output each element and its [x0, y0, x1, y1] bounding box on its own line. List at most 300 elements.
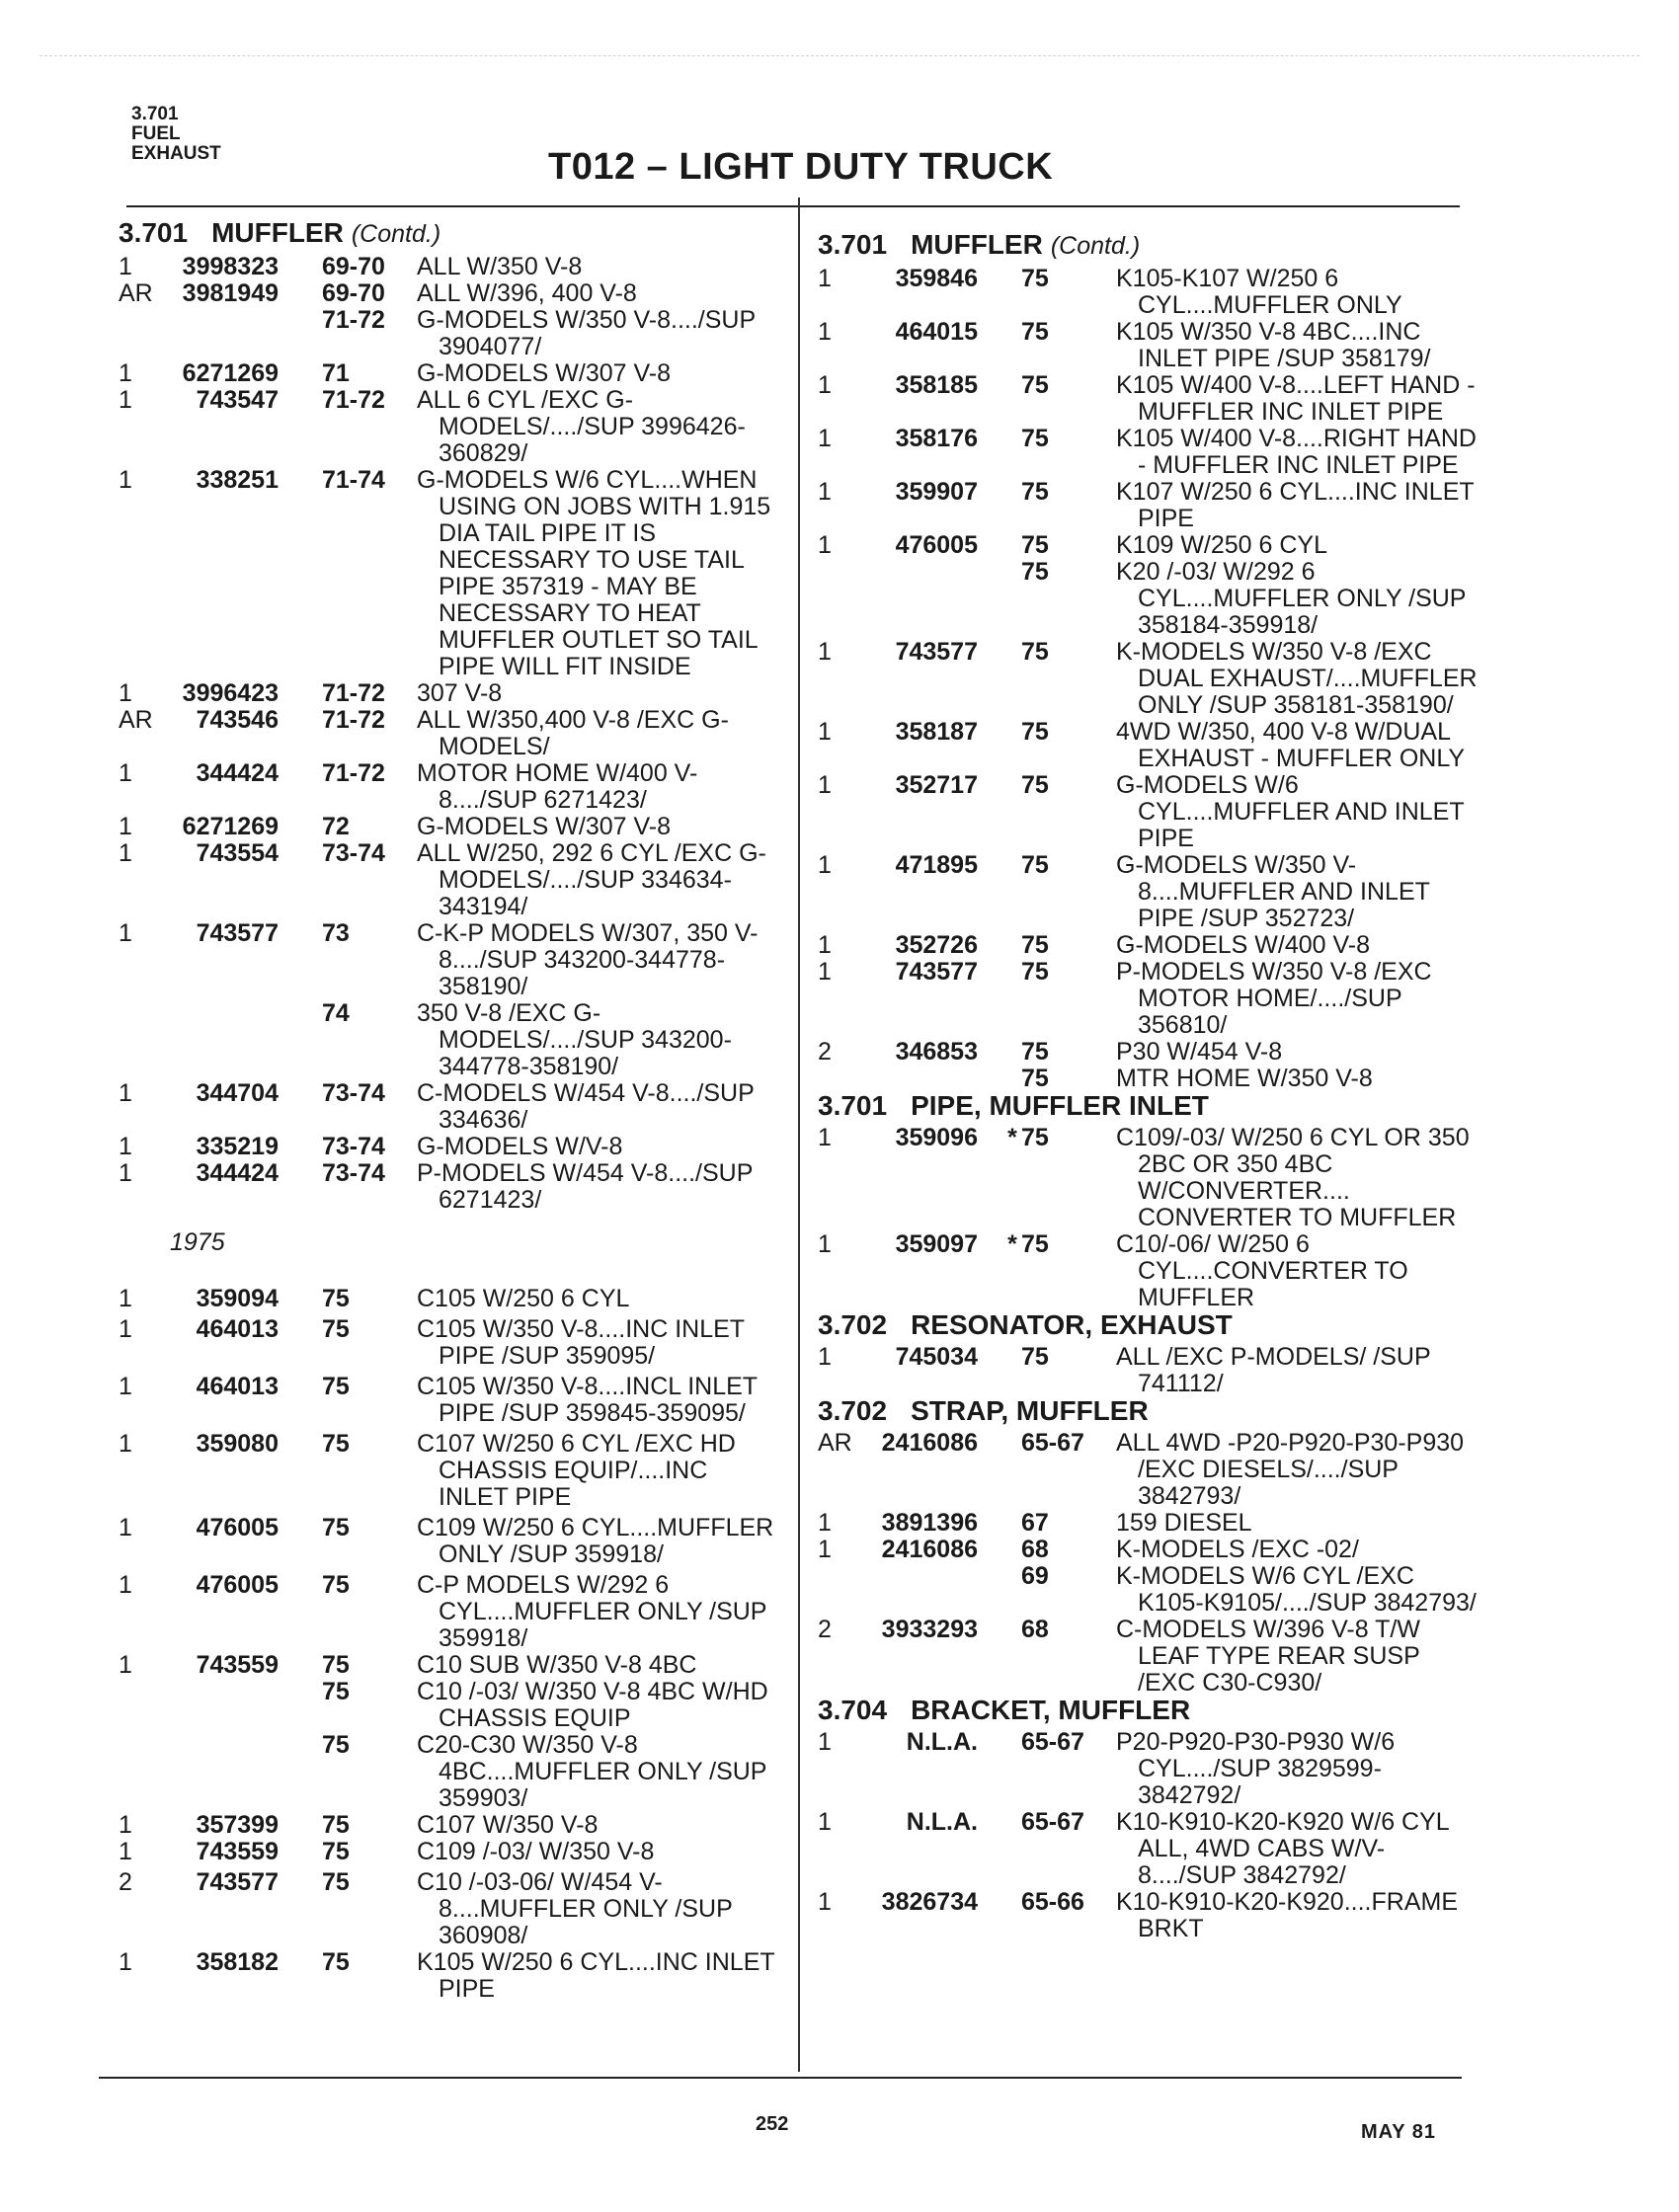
- part-number: 358187: [895, 718, 978, 746]
- part-description: [1116, 1510, 1509, 1537]
- section-heading: [818, 1311, 1509, 1338]
- part-description: [1116, 372, 1509, 426]
- model-years: 75: [322, 1731, 350, 1759]
- part-entry: [119, 1732, 810, 1812]
- description-line: MODELS/: [439, 733, 550, 760]
- model-years: 75: [1021, 1038, 1049, 1066]
- asterisk-mark: [1003, 932, 1021, 959]
- section-number: 3.701: [119, 217, 189, 248]
- description-line: G-MODELS W/350 V-8..../SUP: [417, 306, 757, 334]
- model-years: 75: [1021, 718, 1049, 746]
- model-years: 71-72: [322, 759, 385, 787]
- part-entry: [818, 1066, 1509, 1092]
- part-number: [162, 1679, 304, 1732]
- description-line: G-MODELS W/307 V-8: [417, 359, 672, 387]
- quantity: 1: [119, 1079, 132, 1107]
- part-number: 6271269: [182, 359, 279, 387]
- part-number: [861, 559, 1003, 639]
- part-entry: [119, 680, 810, 707]
- description-line: 356810/: [1138, 1011, 1228, 1039]
- description-line: C-MODELS W/454 V-8..../SUP: [417, 1079, 755, 1107]
- model-year-heading: 1975: [170, 1228, 225, 1256]
- part-description: [1116, 772, 1509, 852]
- part-description: [417, 1869, 810, 1949]
- part-description: [417, 307, 810, 360]
- part-number: 3981949: [182, 279, 279, 307]
- part-description: [417, 1839, 810, 1865]
- description-line: USING ON JOBS WITH 1.915: [439, 493, 771, 520]
- part-number: 346853: [895, 1038, 978, 1066]
- part-number: 359907: [895, 478, 978, 506]
- part-description: [1116, 1537, 1509, 1563]
- model-years: 75: [1021, 958, 1049, 986]
- part-description: [417, 280, 810, 307]
- model-years: 75: [1021, 771, 1049, 799]
- description-line: MUFFLER INC INLET PIPE: [1138, 398, 1444, 426]
- asterisk-mark: [304, 920, 322, 1000]
- quantity: 1: [119, 813, 132, 840]
- description-line: 343194/: [439, 893, 528, 920]
- part-number: 359094: [196, 1285, 279, 1312]
- part-description: [1116, 1563, 1509, 1617]
- part-number: N.L.A.: [906, 1728, 978, 1756]
- model-years: 68: [1021, 1616, 1049, 1643]
- quantity: 1: [119, 1430, 132, 1458]
- description-line: 360908/: [439, 1922, 528, 1949]
- model-years: 75: [1021, 558, 1049, 586]
- model-years: 74: [322, 999, 350, 1027]
- description-line: BRKT: [1138, 1915, 1204, 1942]
- description-line: C109 W/250 6 CYL....MUFFLER: [417, 1514, 774, 1541]
- description-line: W/CONVERTER....: [1138, 1177, 1350, 1205]
- quantity: [119, 1732, 162, 1812]
- model-years: 71: [322, 359, 350, 387]
- part-number: 352726: [895, 931, 978, 959]
- description-line: 358184-359918/: [1138, 611, 1319, 639]
- part-number: 743554: [196, 839, 279, 867]
- asterisk-mark: [1003, 426, 1021, 479]
- description-line: 6271423/: [439, 1186, 542, 1214]
- description-line: EXHAUST - MUFFLER ONLY: [1138, 745, 1466, 772]
- part-entry: [818, 1039, 1509, 1066]
- model-years: 75: [1021, 425, 1049, 452]
- asterisk-mark: [304, 1000, 322, 1080]
- part-entry: [119, 1134, 810, 1160]
- asterisk-mark: [304, 707, 322, 760]
- asterisk-mark: [1003, 532, 1021, 559]
- quantity: 1: [818, 531, 832, 559]
- part-description: [1116, 1125, 1509, 1231]
- part-entry: [818, 1809, 1509, 1889]
- asterisk-mark: [304, 254, 322, 280]
- description-line: K105-K107 W/250 6: [1116, 265, 1339, 292]
- model-years: 71-72: [322, 679, 385, 707]
- part-number: [162, 1732, 304, 1812]
- description-line: C10 /-03/ W/350 V-8 4BC W/HD: [417, 1678, 768, 1705]
- asterisk-mark: [304, 1134, 322, 1160]
- part-number: [162, 307, 304, 360]
- part-number: 344424: [196, 1159, 279, 1187]
- part-number: 743577: [895, 638, 978, 666]
- part-description: [1116, 559, 1509, 639]
- part-description: [417, 920, 810, 1000]
- part-description: [1116, 639, 1509, 719]
- description-line: - MUFFLER INC INLET PIPE: [1138, 451, 1459, 479]
- description-line: MODELS/..../SUP 334634-: [439, 866, 732, 894]
- quantity: 1: [818, 1124, 832, 1151]
- description-line: MODELS/..../SUP 3996426-: [439, 413, 746, 440]
- section-title: BRACKET, MUFFLER: [911, 1695, 1191, 1725]
- part-number: 3933293: [881, 1616, 978, 1643]
- asterisk-mark: [1003, 1537, 1021, 1563]
- part-number: 3826734: [881, 1888, 978, 1916]
- part-entry: [119, 1812, 810, 1839]
- description-line: 2BC OR 350 4BC: [1138, 1150, 1333, 1178]
- page-title: T012 – LIGHT DUTY TRUCK: [548, 146, 1054, 188]
- description-line: INLET PIPE: [439, 1483, 572, 1511]
- left-column: [119, 219, 810, 2003]
- model-years: 71-74: [322, 466, 385, 494]
- description-line: 344778-358190/: [439, 1053, 619, 1080]
- model-years: 73-74: [322, 1079, 385, 1107]
- asterisk-mark: [304, 280, 322, 307]
- model-years: 75: [1021, 531, 1049, 559]
- part-number: [162, 1000, 304, 1080]
- description-line: G-MODELS W/400 V-8: [1116, 931, 1371, 959]
- asterisk-mark: [1003, 372, 1021, 426]
- part-entry: [818, 959, 1509, 1039]
- quantity: 1: [119, 1811, 132, 1839]
- model-years: 75: [1021, 1230, 1049, 1258]
- asterisk-mark: [304, 1286, 322, 1312]
- part-entry: [818, 719, 1509, 772]
- part-description: [1116, 719, 1509, 772]
- part-number: 344704: [196, 1079, 279, 1107]
- description-line: NECESSARY TO USE TAIL: [439, 546, 745, 574]
- part-entry: [119, 1374, 810, 1427]
- asterisk-mark: [1003, 639, 1021, 719]
- part-number: 743577: [196, 919, 279, 947]
- quantity: [818, 1563, 861, 1617]
- quantity: 2: [818, 1038, 832, 1066]
- part-number: 476005: [895, 531, 978, 559]
- description-line: CHASSIS EQUIP: [439, 1704, 631, 1732]
- description-line: K-MODELS W/350 V-8 /EXC: [1116, 638, 1432, 666]
- part-description: [1116, 266, 1509, 319]
- description-line: P20-P920-P30-P930 W/6: [1116, 1728, 1396, 1756]
- asterisk-mark: [1003, 719, 1021, 772]
- model-years: 71-72: [322, 706, 385, 734]
- part-number: 2416086: [881, 1429, 978, 1457]
- description-line: G-MODELS W/6: [1116, 771, 1299, 799]
- asterisk-mark: [304, 1160, 322, 1214]
- model-years: 75: [1021, 265, 1049, 292]
- quantity: 1: [818, 1509, 832, 1537]
- part-number: 358182: [196, 1948, 279, 1976]
- description-line: /EXC DIESELS/..../SUP: [1138, 1456, 1399, 1483]
- section-continued-note: (Contd.): [1050, 232, 1141, 260]
- description-line: P30 W/454 V-8: [1116, 1038, 1283, 1066]
- asterisk-mark: [304, 1812, 322, 1839]
- part-description: [1116, 1344, 1509, 1397]
- model-years: 72: [322, 813, 350, 840]
- asterisk-mark: *: [1007, 1230, 1017, 1258]
- description-line: PIPE: [1138, 825, 1194, 852]
- asterisk-mark: [304, 360, 322, 387]
- model-years: 65-66: [1021, 1888, 1084, 1916]
- quantity: 2: [818, 1616, 832, 1643]
- quantity: 1: [119, 1159, 132, 1187]
- description-line: 334636/: [439, 1106, 528, 1134]
- description-line: 4WD W/350, 400 V-8 W/DUAL: [1116, 718, 1452, 746]
- description-line: CYL....MUFFLER ONLY /SUP: [1138, 585, 1467, 612]
- right-column: [818, 231, 1509, 1942]
- quantity: 1: [119, 1315, 132, 1343]
- description-line: 8..../SUP 6271423/: [439, 786, 647, 814]
- description-line: MOTOR HOME W/400 V-: [417, 759, 698, 787]
- part-number: 743577: [196, 1868, 279, 1896]
- part-description: [417, 1652, 810, 1679]
- asterisk-mark: [304, 1949, 322, 2003]
- part-description: [1116, 959, 1509, 1039]
- description-line: PIPE 357319 - MAY BE: [439, 573, 697, 600]
- asterisk-mark: [304, 1652, 322, 1679]
- part-entry: [119, 1869, 810, 1949]
- description-line: CHASSIS EQUIP/....INC: [439, 1457, 708, 1484]
- part-entry: [119, 1160, 810, 1214]
- description-line: ALL /EXC P-MODELS/ /SUP: [1116, 1343, 1431, 1371]
- description-line: 359918/: [439, 1624, 528, 1652]
- description-line: PIPE WILL FIT INSIDE: [439, 653, 691, 680]
- description-line: DIA TAIL PIPE IT IS: [439, 519, 656, 547]
- description-line: 741112/: [1138, 1370, 1224, 1397]
- part-description: [417, 1374, 810, 1427]
- part-description: [1116, 319, 1509, 372]
- part-entry: [119, 1949, 810, 2003]
- asterisk-mark: [1003, 559, 1021, 639]
- description-line: G-MODELS W/307 V-8: [417, 813, 672, 840]
- model-years: 75: [322, 1948, 350, 1976]
- model-years: 75: [1021, 478, 1049, 506]
- quantity: 1: [818, 1888, 832, 1916]
- part-description: [417, 1812, 810, 1839]
- quantity: 1: [119, 1838, 132, 1865]
- part-entry: [818, 1125, 1509, 1231]
- asterisk-mark: [304, 307, 322, 360]
- asterisk-mark: [1003, 1510, 1021, 1537]
- part-description: [417, 1160, 810, 1214]
- model-years: 68: [1021, 1536, 1049, 1563]
- part-number: 464015: [895, 318, 978, 346]
- part-number: 6271269: [182, 813, 279, 840]
- part-description: [1116, 1729, 1509, 1809]
- quantity: 1: [119, 386, 132, 414]
- description-line: K105 W/400 V-8....LEFT HAND -: [1116, 371, 1476, 399]
- part-entry: [119, 920, 810, 1000]
- quantity: 1: [119, 359, 132, 387]
- part-number: 338251: [196, 466, 279, 494]
- part-entry: [119, 307, 810, 360]
- description-line: K105 W/350 V-8 4BC....INC: [1116, 318, 1421, 346]
- quantity: 1: [818, 265, 832, 292]
- model-years: 71-72: [322, 386, 385, 414]
- model-years: 75: [1021, 931, 1049, 959]
- part-entry: [818, 1537, 1509, 1563]
- model-years: 71-72: [322, 306, 385, 334]
- part-description: [1116, 932, 1509, 959]
- description-line: PIPE: [1138, 505, 1194, 532]
- model-years: 75: [322, 1315, 350, 1343]
- asterisk-mark: [304, 814, 322, 840]
- asterisk-mark: [1003, 1563, 1021, 1617]
- model-years: 75: [1021, 638, 1049, 666]
- part-number: 476005: [196, 1571, 279, 1599]
- description-line: ALL W/350,400 V-8 /EXC G-: [417, 706, 729, 734]
- quantity: 1: [818, 425, 832, 452]
- model-years: 75: [1021, 851, 1049, 879]
- section-title: PIPE, MUFFLER INLET: [911, 1090, 1209, 1121]
- quantity: AR: [119, 706, 153, 734]
- model-years: 75: [1021, 1124, 1049, 1151]
- part-description: [417, 707, 810, 760]
- part-description: [417, 1316, 810, 1370]
- model-years: 75: [322, 1430, 350, 1458]
- description-line: LEAF TYPE REAR SUSP: [1138, 1642, 1420, 1670]
- asterisk-mark: [1003, 266, 1021, 319]
- part-description: [417, 467, 810, 680]
- quantity: 1: [119, 839, 132, 867]
- description-line: MODELS/..../SUP 343200-: [439, 1026, 732, 1054]
- part-description: [417, 760, 810, 814]
- asterisk-mark: [1003, 1039, 1021, 1066]
- part-entry: [119, 1080, 810, 1134]
- description-line: C-K-P MODELS W/307, 350 V-: [417, 919, 759, 947]
- part-entry: [119, 1679, 810, 1732]
- asterisk-mark: [1003, 772, 1021, 852]
- part-description: [1116, 479, 1509, 532]
- description-line: K20 /-03/ W/292 6: [1116, 558, 1316, 586]
- part-entry: [818, 1889, 1509, 1942]
- model-years: 67: [1021, 1509, 1049, 1537]
- part-number: 357399: [196, 1811, 279, 1839]
- part-entry: [818, 479, 1509, 532]
- part-description: [417, 1431, 810, 1511]
- quantity: 1: [818, 371, 832, 399]
- description-line: 8..../SUP 3842792/: [1138, 1861, 1346, 1889]
- part-description: [417, 1515, 810, 1568]
- footer-date: MAY 81: [1361, 2121, 1437, 2143]
- asterisk-mark: [304, 1679, 322, 1732]
- model-years: 75: [322, 1373, 350, 1400]
- description-line: ALL W/396, 400 V-8: [417, 279, 637, 307]
- description-line: K109 W/250 6 CYL: [1116, 531, 1328, 559]
- part-description: [1116, 1809, 1509, 1889]
- part-entry: [818, 1729, 1509, 1809]
- part-description: [1116, 852, 1509, 932]
- description-line: INLET PIPE /SUP 358179/: [1138, 345, 1431, 372]
- part-entry: [818, 426, 1509, 479]
- part-entry: [818, 1563, 1509, 1617]
- quantity: 1: [818, 318, 832, 346]
- part-entry: [119, 1000, 810, 1080]
- asterisk-mark: [304, 1572, 322, 1652]
- quantity: 1: [818, 718, 832, 746]
- asterisk-mark: [1003, 479, 1021, 532]
- description-line: G-MODELS W/350 V-: [1116, 851, 1357, 879]
- part-entry: [119, 1515, 810, 1568]
- description-line: 350 V-8 /EXC G-: [417, 999, 601, 1027]
- quantity: 1: [119, 1285, 132, 1312]
- section-code: [131, 105, 221, 164]
- asterisk-mark: [1003, 1430, 1021, 1510]
- quantity: 1: [818, 638, 832, 666]
- part-description: [417, 1949, 810, 2003]
- asterisk-mark: [304, 467, 322, 680]
- part-number: 359846: [895, 265, 978, 292]
- model-years: 69-70: [322, 279, 385, 307]
- part-number: 359096: [895, 1124, 978, 1151]
- section-title: STRAP, MUFFLER: [911, 1395, 1149, 1426]
- section-heading: [818, 1697, 1509, 1723]
- part-entry: [818, 1231, 1509, 1311]
- part-entry: [818, 639, 1509, 719]
- part-entry: [119, 360, 810, 387]
- part-entry: [119, 1839, 810, 1865]
- quantity: 1: [818, 1728, 832, 1756]
- asterisk-mark: [1003, 1729, 1021, 1809]
- part-number: 464013: [196, 1315, 279, 1343]
- description-line: 358190/: [439, 973, 528, 1000]
- part-number: 3891396: [881, 1509, 978, 1537]
- asterisk-mark: [304, 760, 322, 814]
- quantity: 1: [119, 1514, 132, 1541]
- part-description: [417, 1286, 810, 1312]
- part-entry: [119, 1431, 810, 1511]
- description-line: PIPE /SUP 359095/: [439, 1342, 656, 1370]
- section-number: 3.702: [818, 1395, 888, 1426]
- description-line: C-P MODELS W/292 6: [417, 1571, 670, 1599]
- asterisk-mark: [304, 1080, 322, 1134]
- part-number: 352717: [895, 771, 978, 799]
- description-line: CONVERTER TO MUFFLER: [1138, 1204, 1457, 1231]
- part-entry: [119, 387, 810, 467]
- description-line: ONLY /SUP 359918/: [439, 1540, 664, 1568]
- description-line: K-MODELS W/6 CYL /EXC: [1116, 1562, 1414, 1590]
- quantity: 1: [818, 851, 832, 879]
- page-number: 252: [756, 2113, 789, 2135]
- quantity: [119, 1000, 162, 1080]
- part-entry: [119, 707, 810, 760]
- quantity: [119, 307, 162, 360]
- description-line: DUAL EXHAUST/....MUFFLER: [1138, 665, 1478, 692]
- part-entry: [818, 1344, 1509, 1397]
- asterisk-mark: [1003, 1066, 1021, 1092]
- asterisk-mark: [1003, 1889, 1021, 1942]
- description-line: C107 W/250 6 CYL /EXC HD: [417, 1430, 736, 1458]
- model-years: 73-74: [322, 1133, 385, 1160]
- part-number: [861, 1563, 1003, 1617]
- part-description: [417, 680, 810, 707]
- part-description: [417, 1080, 810, 1134]
- model-years: 69: [1021, 1562, 1049, 1590]
- description-line: ALL W/350 V-8: [417, 253, 583, 280]
- description-line: PIPE /SUP 359845-359095/: [439, 1399, 746, 1427]
- asterisk-mark: [1003, 319, 1021, 372]
- section-number: 3.701: [818, 1090, 888, 1121]
- part-description: [417, 840, 810, 920]
- model-years: 75: [322, 1651, 350, 1679]
- model-years: 65-67: [1021, 1728, 1084, 1756]
